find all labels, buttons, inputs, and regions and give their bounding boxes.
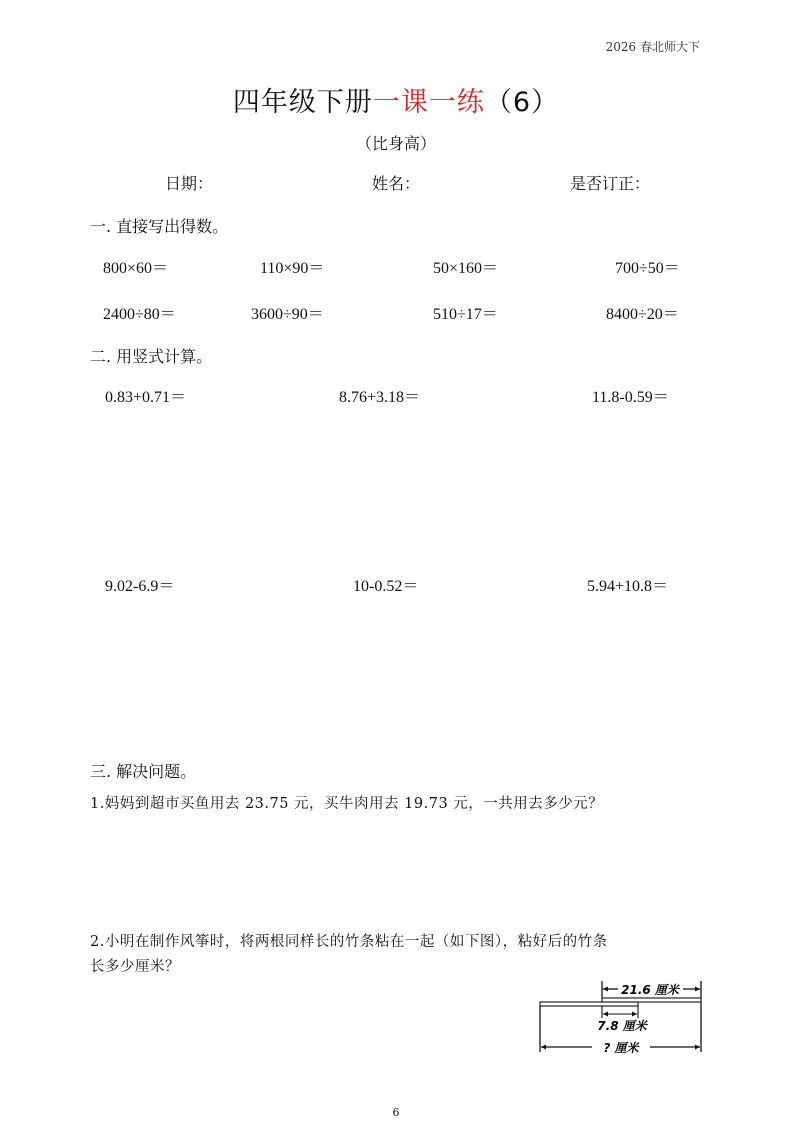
name-field-label: 姓名： [372,174,421,193]
dimension-label-total: ? 厘米 [603,1041,639,1055]
oral-calc-item: 510÷17＝ [433,306,498,323]
vertical-calc-item: 11.8-0.59＝ [592,389,669,406]
page-title [0,80,792,119]
word-problem-2-line1: 2.小明在制作风筝时，将两根同样长的竹条粘在一起（如下图），粘好后的竹条 [90,934,608,950]
title-grade: 四年级下册 [232,87,373,118]
date-field-label: 日期： [165,174,214,193]
vertical-calc-item: 10-0.52＝ [353,578,419,595]
oral-calc-item: 8400÷20＝ [606,306,679,323]
edition-label: 2026 春北师大下 [605,40,700,54]
section1-heading: 一. 直接写出得数。 [90,217,229,236]
section3-heading: 三. 解决问题。 [90,762,197,781]
oral-calc-item: 110×90＝ [260,260,325,277]
vertical-calc-item: 0.83+0.71＝ [105,389,187,406]
word-problem-1: 1.妈妈到超市买鱼用去 23.75 元，买牛肉用去 19.73 元，一共用去多少元？ [90,796,604,812]
oral-calc-item: 800×60＝ [103,260,169,277]
vertical-calc-item: 5.94+10.8＝ [587,578,669,595]
dimension-label-overlap: 7.8 厘米 [597,1019,647,1033]
oral-calc-item: 2400÷80＝ [103,306,176,323]
dimension-label-top: 21.6 厘米 [621,983,679,997]
vertical-calc-item: 8.76+3.18＝ [339,389,421,406]
title-number: （6） [484,87,560,118]
oral-calc-item: 50×160＝ [433,260,499,277]
page-number: 6 [392,1106,400,1119]
lesson-subtitle: （比身高） [355,134,436,153]
bamboo-strips-diagram [532,976,712,1058]
oral-calc-item: 3600÷90＝ [251,306,324,323]
corrected-field-label: 是否订正： [570,174,651,193]
oral-calc-item: 700÷50＝ [615,260,680,277]
word-problem-2-line2: 长多少厘米？ [90,959,180,975]
section2-heading: 二. 用竖式计算。 [90,347,213,366]
title-series: 一课一练 [372,87,485,118]
vertical-calc-item: 9.02-6.9＝ [105,578,175,595]
